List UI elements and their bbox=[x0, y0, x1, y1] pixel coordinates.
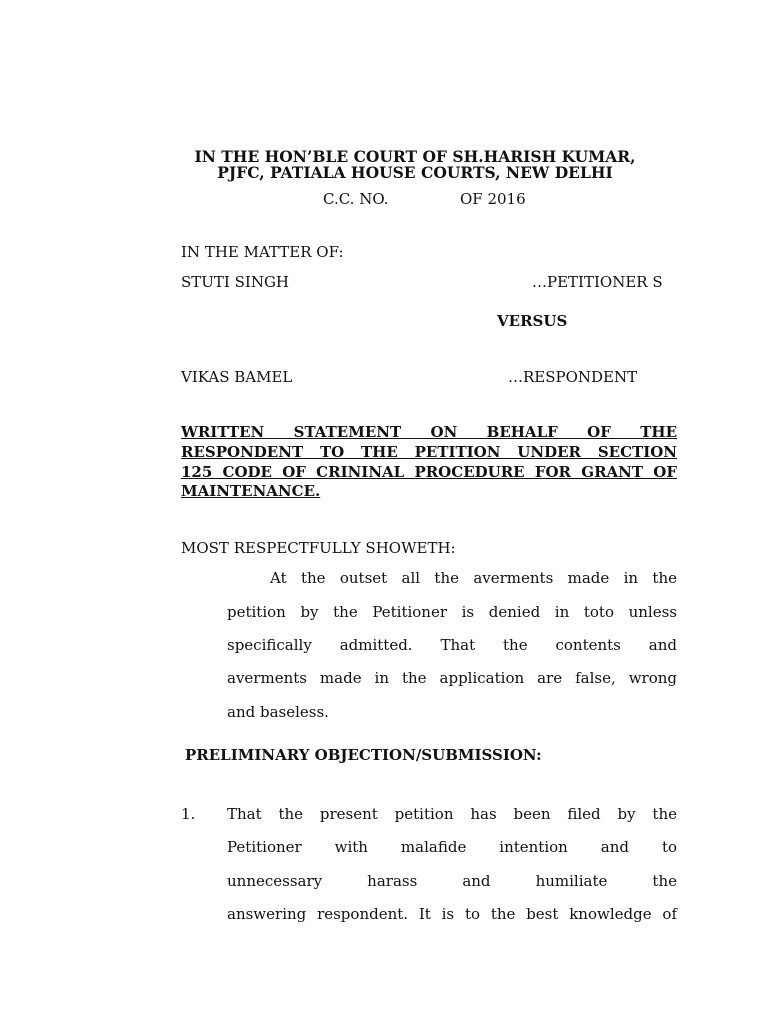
point-1-number: 1. bbox=[181, 805, 196, 823]
intro-paragraph-line-5: and baseless. bbox=[227, 703, 329, 721]
case-number-label: C.C. NO. bbox=[323, 190, 389, 208]
court-title-line-2: PJFC, PATIALA HOUSE COURTS, NEW DELHI bbox=[217, 163, 613, 182]
statement-title-line-1: WRITTEN STATEMENT ON BEHALF OF THE bbox=[181, 423, 677, 441]
intro-paragraph-line-2: petition by the Petitioner is denied in toto unless bbox=[227, 603, 677, 621]
case-number-year: OF 2016 bbox=[460, 190, 526, 208]
court-title-line-1: IN THE HON’BLE COURT OF SH.HARISH KUMAR, bbox=[194, 147, 636, 166]
preliminary-heading: PRELIMINARY OBJECTION/SUBMISSION: bbox=[185, 746, 542, 764]
point-1-line-4: answering respondent. It is to the best knowledge of bbox=[227, 905, 677, 923]
point-1-line-2: Petitioner with malafide intention and to bbox=[227, 838, 677, 856]
point-1-line-1: That the present petition has been filed by the bbox=[227, 805, 677, 823]
intro-paragraph-line-1: At the outset all the averments made in the bbox=[270, 569, 677, 587]
statement-title-line-2: RESPONDENT TO THE PETITION UNDER SECTION bbox=[181, 443, 677, 461]
showeth-heading: MOST RESPECTFULLY SHOWETH: bbox=[181, 539, 456, 557]
statement-title-line-4: MAINTENANCE. bbox=[181, 482, 321, 500]
petitioner-name: STUTI SINGH bbox=[181, 273, 290, 291]
intro-paragraph-line-4: averments made in the application are false, wrong bbox=[227, 669, 677, 687]
matter-heading: IN THE MATTER OF: bbox=[181, 243, 344, 261]
statement-title-line-3: 125 CODE OF CRININAL PROCEDURE FOR GRANT OF bbox=[181, 463, 677, 481]
respondent-name: VIKAS BAMEL bbox=[181, 368, 293, 386]
intro-paragraph-line-3: specifically admitted. That the contents and bbox=[227, 636, 677, 654]
point-1-line-3: unnecessary harass and humiliate the bbox=[227, 872, 677, 890]
versus-label: VERSUS bbox=[497, 312, 568, 330]
respondent-role: …RESPONDENT bbox=[508, 368, 638, 386]
petitioner-role: …PETITIONER S bbox=[532, 273, 663, 291]
